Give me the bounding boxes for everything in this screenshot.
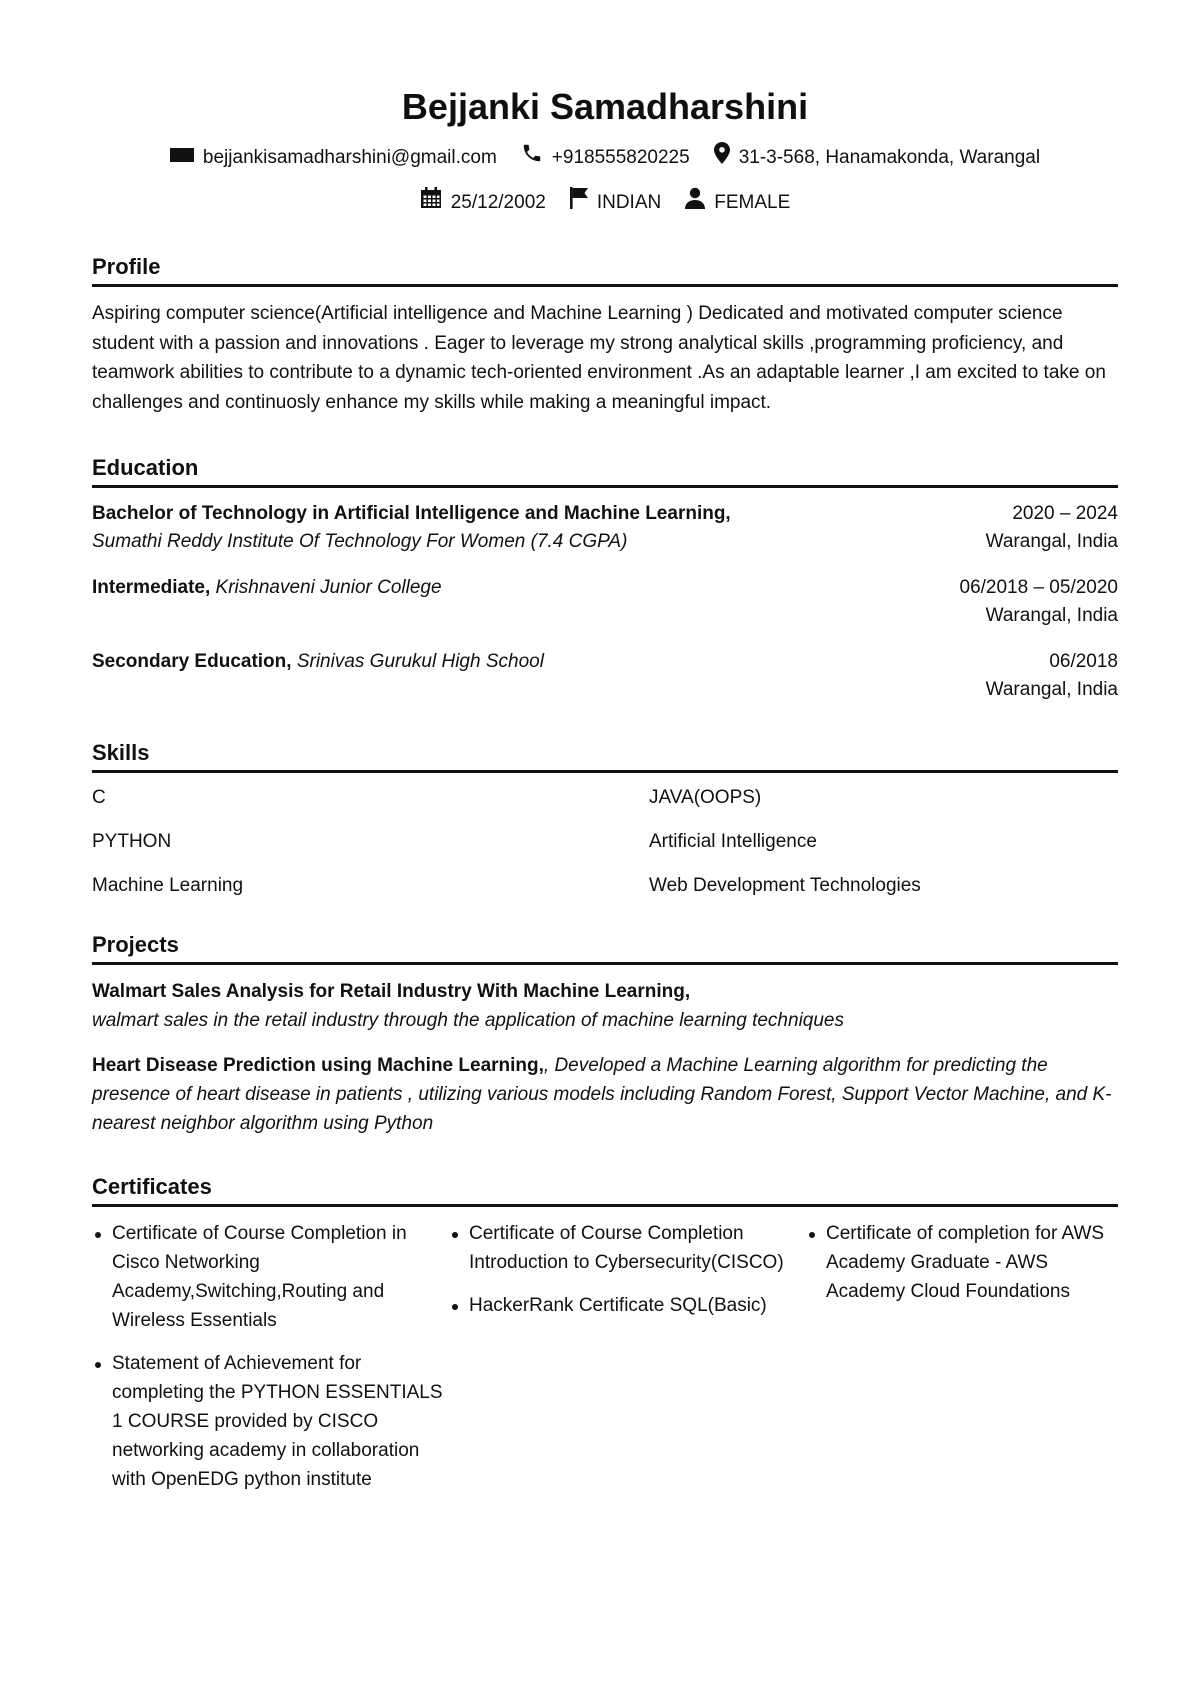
email-text: bejjankisamadharshini@gmail.com — [202, 146, 497, 168]
education-section — [92, 453, 1118, 704]
education-degree: Intermediate, — [92, 577, 211, 598]
certificate-item — [449, 1291, 806, 1320]
certificate-text: Statement of Achievement for completing the PYTHON ESSENTIALS 1 COURSE provided by CISCO networking academy in collaboration with OpenEDG python institute — [112, 1353, 443, 1490]
education-entry — [92, 648, 1118, 704]
education-dates: 06/2018 – 05/2020 — [959, 577, 1118, 598]
gender-text: FEMALE — [714, 191, 791, 213]
certificates-section — [92, 1172, 1118, 1508]
nationality-text: INDIAN — [596, 191, 662, 213]
skills-grid — [92, 784, 1118, 900]
project-description: , Developed a Machine Learning algorithm for predicting the presence of heart disease in patients , utilizing various models including Random Forest, Support Vector Machine, and K-nearest neighbor algorithm using Python — [92, 1055, 1112, 1134]
section-title-profile: Profile — [92, 252, 1118, 287]
certificates-column — [92, 1219, 449, 1508]
bullet-icon — [809, 1232, 815, 1238]
bullet-icon — [95, 1362, 101, 1368]
skill-item: Artificial Intelligence — [649, 831, 817, 852]
section-title-skills: Skills — [92, 738, 1118, 773]
project-name: Heart Disease Prediction using Machine Learning, — [92, 1055, 544, 1076]
skill-item: Machine Learning — [92, 875, 244, 896]
phone-text: +918555820225 — [551, 146, 690, 168]
resume-content — [92, 80, 1118, 1508]
phone-icon — [521, 142, 552, 173]
bullet-icon — [95, 1232, 101, 1238]
certificate-item — [449, 1219, 806, 1277]
calendar-icon — [420, 187, 451, 218]
certificate-text: Certificate of completion for AWS Academy Graduate - AWS Academy Cloud Foundations — [826, 1223, 1105, 1302]
education-institution: Sumathi Reddy Institute Of Technology For Women (7.4 CGPA) — [92, 531, 628, 552]
address-item — [714, 142, 1040, 173]
certificate-text: HackerRank Certificate SQL(Basic) — [469, 1295, 767, 1316]
project-description: walmart sales in the retail industry through the application of machine learning techniques — [92, 1010, 844, 1031]
education-institution: Srinivas Gurukul High School — [296, 651, 544, 672]
gender-item — [685, 187, 790, 218]
profile-text: Aspiring computer science(Artificial intelligence and Machine Learning ) Dedicated and motivated computer science student with a passion and innovations . Eager to leverage my strong analytical skills ,programming proficiency, and teamwork abilities to contribute to a dynamic tech-oriented environment .As an adaptable learner ,I am excited to take on challenges and continuosly enhance my skills while making a meaningful impact. — [92, 303, 1106, 413]
skill-item: C — [92, 787, 106, 808]
education-degree: Secondary Education, — [92, 651, 292, 672]
address-text: 31-3-568, Hanamakonda, Warangal — [738, 146, 1041, 168]
skill-item: JAVA(OOPS) — [649, 787, 762, 808]
certificate-item — [92, 1219, 449, 1335]
certificate-item — [92, 1349, 449, 1494]
person-icon — [685, 187, 714, 218]
section-title-projects: Projects — [92, 930, 1118, 965]
contact-row — [92, 142, 1118, 173]
project-entry — [92, 1051, 1118, 1138]
education-dates: 2020 – 2024 — [1012, 503, 1118, 524]
project-name: Walmart Sales Analysis for Retail Industry With Machine Learning, — [92, 981, 691, 1002]
certificate-item — [806, 1219, 1118, 1306]
education-location: Warangal, India — [985, 679, 1118, 700]
profile-section — [92, 252, 1118, 417]
flag-icon — [570, 187, 597, 218]
phone-item — [521, 142, 690, 173]
section-title-certificates: Certificates — [92, 1172, 1118, 1207]
bullet-icon — [452, 1304, 458, 1310]
personal-info-row — [92, 187, 1118, 218]
education-location: Warangal, India — [985, 605, 1118, 626]
certificate-text: Certificate of Course Completion Introduction to Cybersecurity(CISCO) — [469, 1223, 784, 1273]
nationality-item — [570, 187, 661, 218]
certificates-columns — [92, 1219, 1118, 1508]
email-icon — [170, 144, 203, 172]
skill-item: PYTHON — [92, 831, 172, 852]
skills-section — [92, 738, 1118, 900]
dob-item — [420, 187, 546, 218]
bullet-icon — [452, 1232, 458, 1238]
certificates-column — [806, 1219, 1118, 1508]
projects-section — [92, 930, 1118, 1138]
email-item — [170, 144, 497, 172]
education-degree: Bachelor of Technology in Artificial Intelligence and Machine Learning, — [92, 503, 731, 524]
dob-text: 25/12/2002 — [450, 191, 546, 213]
candidate-name: Bejjanki Samadharshini — [401, 86, 809, 127]
education-dates: 06/2018 — [1049, 651, 1118, 672]
skill-item: Web Development Technologies — [649, 875, 921, 896]
section-title-education: Education — [92, 453, 1118, 488]
education-institution: Krishnaveni Junior College — [215, 577, 442, 598]
education-location: Warangal, India — [985, 531, 1118, 552]
certificates-column — [449, 1219, 806, 1508]
certificate-text: Certificate of Course Completion in Cisco Networking Academy,Switching,Routing and Wireless Essentials — [112, 1223, 407, 1331]
project-entry — [92, 977, 1118, 1035]
education-entry — [92, 574, 1118, 630]
education-entry — [92, 500, 1118, 556]
location-pin-icon — [714, 142, 739, 173]
